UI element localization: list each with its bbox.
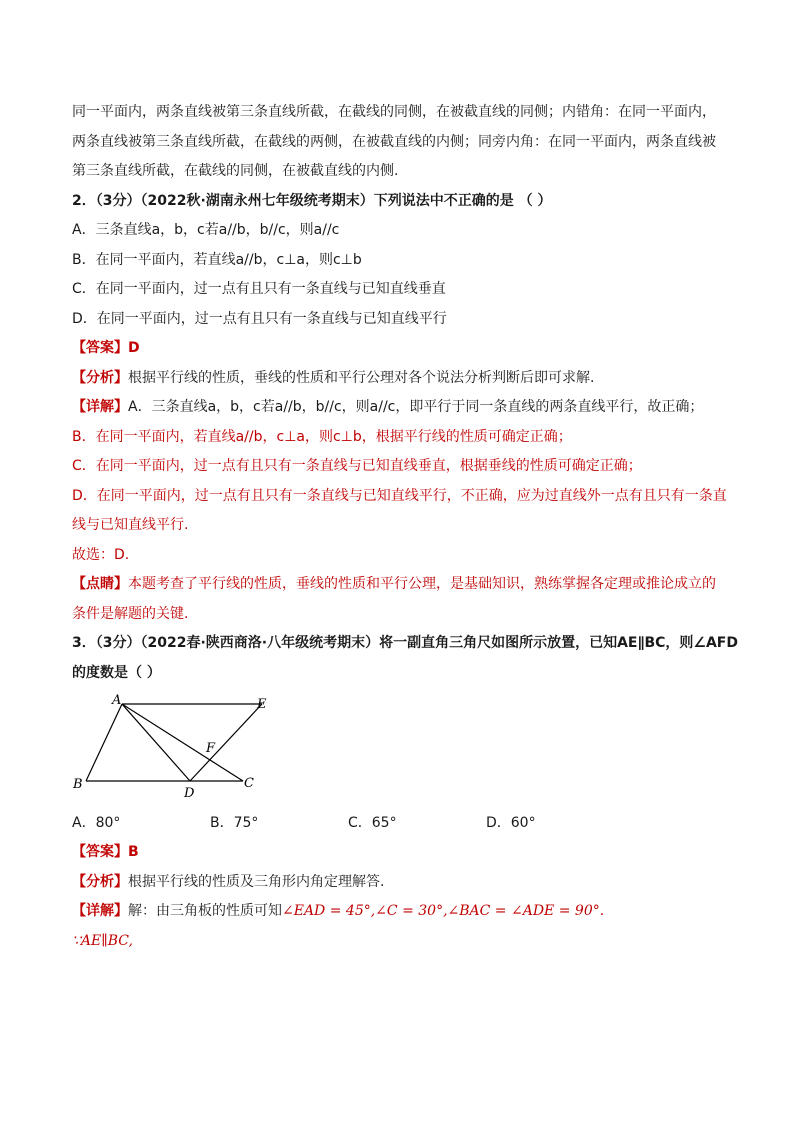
label-d: D	[184, 786, 195, 801]
q2-detail-a	[72, 393, 732, 423]
q2-comment-text: 本题考查了平行线的性质，垂线的性质和平行公理，是基础知识，熟练掌握各定理或推论成立的	[128, 576, 716, 592]
q2-comment-1	[72, 570, 732, 600]
q3-answer	[72, 838, 732, 868]
segment-ad	[122, 704, 190, 781]
q3-detail-prefix: 解：由三角板的性质可知	[128, 903, 282, 919]
q3-option-b: B．75°	[210, 815, 259, 831]
q3-option-a: A．80°	[72, 815, 121, 831]
q3-header-2: 的度数是（ ）	[72, 664, 161, 681]
label-f: F	[206, 741, 216, 756]
q2-analysis	[72, 364, 732, 394]
q3-answer-tag: 【答案】	[72, 844, 128, 860]
q3-analysis-tag: 【分析】	[72, 873, 128, 890]
q2-detail-d2: 线与已知直线平行.	[72, 517, 189, 533]
q2-analysis-tag: 【分析】	[72, 369, 128, 386]
q3-option-c: C．65°	[348, 815, 397, 831]
label-e: E	[257, 697, 267, 712]
q2-comment-tag: 【点睛】	[72, 576, 128, 592]
q2-option-b: B．在同一平面内，若直线a//b，c⊥a，则c⊥b	[72, 251, 362, 268]
document-page	[72, 98, 738, 956]
q2-answer-value: D	[128, 340, 140, 356]
q3-detail-tag: 【详解】	[72, 903, 128, 919]
segment-de	[190, 704, 262, 781]
q2-option-c: C．在同一平面内，过一点有且只有一条直线与已知直线垂直	[72, 281, 446, 297]
q2-answer	[72, 334, 732, 364]
q3-analysis	[72, 868, 732, 898]
intro-line-3: 第三条直线所截，在截线的同侧，在被截直线的内侧.	[72, 163, 399, 179]
q3-detail-2: ∵AE∥BC,	[72, 932, 133, 949]
q3-detail-1	[72, 897, 732, 927]
q2-comment-2: 条件是解题的关键.	[72, 605, 189, 622]
q2-analysis-text: 根据平行线的性质，垂线的性质和平行公理对各个说法分析判断后即可求解.	[128, 369, 595, 386]
q2-detail-tag: 【详解】	[72, 399, 128, 415]
q3-detail-math: ∠EAD = 45°,∠C = 30°,∠BAC = ∠ADE = 90°.	[282, 903, 605, 919]
q3-option-d: D．60°	[486, 815, 536, 831]
segment-ac	[122, 704, 243, 781]
q2-header: 2．（3分）（2022秋·湖南永州七年级统考期末）下列说法中不正确的是 （ ）	[72, 192, 552, 209]
segment-ab	[86, 704, 122, 781]
q2-detail-b: B．在同一平面内，若直线a//b，c⊥a，则c⊥b，根据平行线的性质可确定正确；	[72, 428, 572, 445]
q2-choice: 故选：D.	[72, 546, 130, 563]
intro-line-1: 同一平面内，两条直线被第三条直线所截，在截线的同侧，在被截直线的同侧；内错角：在同一平面内，	[72, 104, 716, 120]
geometry-diagram	[72, 694, 292, 804]
q3-answer-value: B	[128, 844, 139, 860]
q2-detail-d1: D．在同一平面内，过一点有且只有一条直线与已知直线平行，不正确，应为过直线外一点有且只有一条直	[72, 487, 727, 504]
label-c: C	[244, 776, 254, 791]
intro-line-2: 两条直线被第三条直线所截，在截线的两侧，在被截直线的内侧；同旁内角：在同一平面内，两条直线被	[72, 133, 716, 150]
q3-options	[72, 808, 732, 838]
q3-analysis-text: 根据平行线的性质及三角形内角定理解答.	[128, 873, 385, 890]
q2-detail-c: C．在同一平面内，过一点有且只有一条直线与已知直线垂直，根据垂线的性质可确定正确；	[72, 458, 642, 474]
triangle-figure	[72, 694, 292, 804]
q2-option-a: A．三条直线a，b，c若a//b，b//c，则a//c	[72, 222, 340, 238]
q3-header-1: 3．（3分）（2022春·陕西商洛·八年级统考期末）将一副直角三角尺如图所示放置，已知AE∥BC，则∠AFD	[72, 635, 738, 651]
label-b: B	[73, 777, 83, 792]
q2-detail-a-text: A．三条直线a，b，c若a//b，b//c，则a//c，即平行于同一条直线的两条直线平行，故正确；	[128, 399, 704, 415]
q2-option-d: D．在同一平面内，过一点有且只有一条直线与已知直线平行	[72, 310, 447, 327]
label-a: A	[112, 694, 122, 708]
q2-answer-tag: 【答案】	[72, 340, 128, 356]
